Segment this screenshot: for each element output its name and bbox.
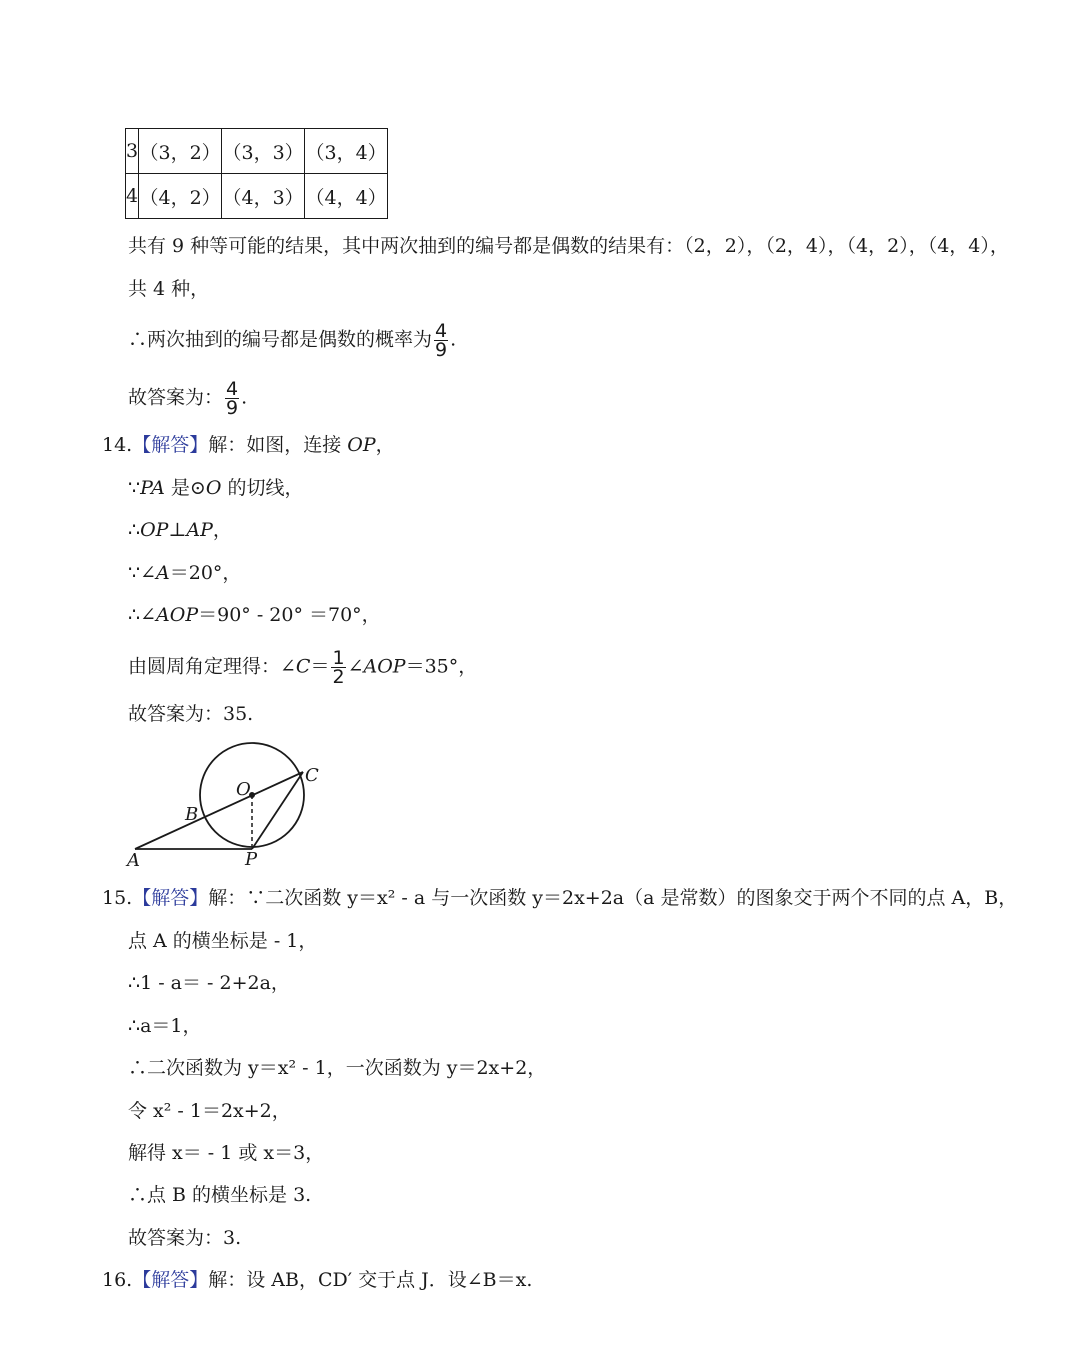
circle-tangent-figure <box>125 740 335 870</box>
p14-answer: 故答案为：35. <box>128 703 254 725</box>
p13-line2: 共 4 种， <box>128 278 210 300</box>
p14-line2: ∵PA 是⊙O 的切线， <box>128 477 304 499</box>
table-cell: （4，3） <box>222 174 305 219</box>
solution-tag: 【解答】 <box>132 434 209 456</box>
p14-line5: ∴∠AOP＝90° - 20° ＝70°， <box>128 604 381 626</box>
table-row <box>126 174 388 219</box>
problem-number: 16. <box>102 1269 133 1291</box>
problem-number: 14. <box>102 434 133 456</box>
row-header: 4 <box>126 174 139 219</box>
p13-line1: 共有 9 种等可能的结果，其中两次抽到的编号都是偶数的结果有：（2，2），（2，4），（4，2），（4，4）， <box>128 235 1009 257</box>
p14-line4: ∵∠A＝20°， <box>128 562 242 584</box>
solution-tag: 【解答】 <box>132 887 209 909</box>
solution-tag: 【解答】 <box>132 1269 209 1291</box>
p15-line7: 解得 x＝ - 1 或 x＝3， <box>128 1142 325 1164</box>
p15-line5: ∴二次函数为 y＝x² - 1，一次函数为 y＝2x+2， <box>128 1057 547 1079</box>
table-cell: （3，3） <box>222 129 305 174</box>
p15-line3: ∴1 - a＝ - 2+2a， <box>128 972 290 994</box>
p15-line8: ∴点 B 的横坐标是 3. <box>128 1184 312 1206</box>
fraction: $\frac{4}{9}$ <box>226 378 239 419</box>
label-c: C <box>305 765 319 786</box>
table-cell: （3，4） <box>305 129 388 174</box>
label-p: P <box>245 849 258 870</box>
label-b: B <box>185 804 199 825</box>
label-a: A <box>127 850 140 870</box>
p15-line6: 令 x² - 1＝2x+2， <box>128 1100 291 1122</box>
fraction: $\frac{4}{9}$ <box>435 320 448 361</box>
fraction: $\frac{1}{2}$ <box>332 647 345 688</box>
outcome-table <box>125 128 388 219</box>
p13-answer: 故答案为： $\frac{4}{9}$ . <box>128 378 248 419</box>
table-cell: （4，2） <box>139 174 222 219</box>
label-o: O <box>236 779 251 800</box>
table-cell: （3，2） <box>139 129 222 174</box>
p15-answer: 故答案为：3. <box>128 1227 242 1249</box>
row-header: 3 <box>126 129 139 174</box>
p14-line3: ∴OP⊥AP， <box>128 519 232 541</box>
problem-number: 15. <box>102 887 133 909</box>
p13-line3: ∴两次抽到的编号都是偶数的概率为 $\frac{4}{9}$ . <box>128 320 457 361</box>
p14-line6: 由圆周角定理得：∠C＝ $\frac{1}{2}$ ∠AOP＝35°， <box>128 647 478 688</box>
table-row <box>126 129 388 174</box>
p16-header: 16.【解答】解：设 AB，CD′ 交于点 J．设∠B＝x. <box>102 1269 533 1291</box>
p15-header: 15.【解答】解：∵二次函数 y＝x² - a 与一次函数 y＝2x+2a（a 是常数）的图象交于两个不同的点 A，B， <box>102 887 1018 909</box>
p14-header: 14.【解答】解：如图，连接 OP， <box>102 434 395 456</box>
p15-line2: 点 A 的横坐标是 - 1， <box>128 930 318 952</box>
table-cell: （4，4） <box>305 174 388 219</box>
p15-line4: ∴a＝1， <box>128 1015 202 1037</box>
